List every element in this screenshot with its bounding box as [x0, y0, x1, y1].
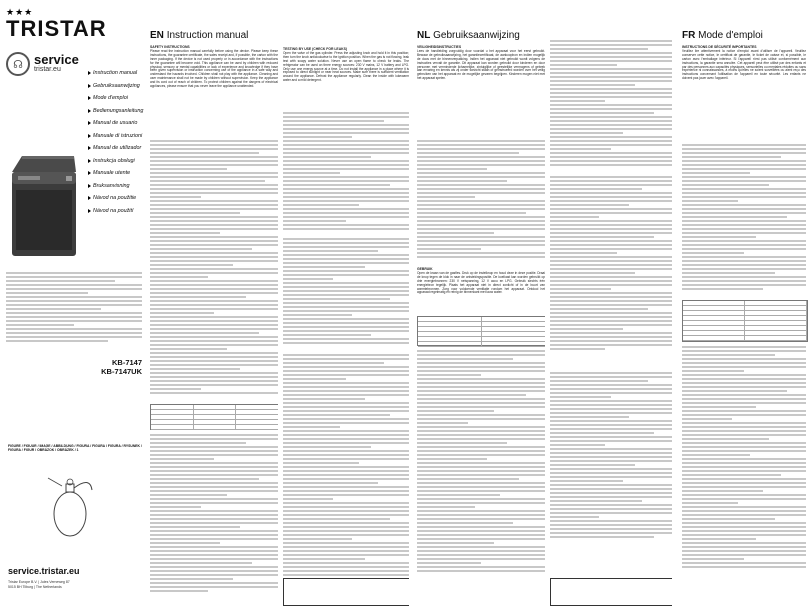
nl-spec-table [417, 316, 545, 346]
nl-safety-text: VEILIGHEIDSINSTRUCTIES Lees de handleiding zorgvuldig door voordat u het apparaat voor het eerst gebruikt. Bewaar de gebruiksaanwijzing, het garantiecertificaat, de aankoopbon en indien mogelijk de doos met de binnenverpakking. Indien het apparaat niet gebruikt wordt volgens de instructies vervalt de garantie. Dit apparaat kan worden gebruikt door kinderen en door personen met verminderde lichamelijke, zintuiglijke of geestelijke vermogens of gebrek aan ervaring en kennis als zij onder toezicht staan of geïnstrueerd worden over het veilig gebruiken van het apparaat en de mogelijke gevaren begrijpen. Kinderen mogen niet met het apparaat spelen. [417, 45, 545, 81]
manual-item: Instrukcja obsługi [88, 155, 144, 168]
brand-stars: ★★★ [6, 7, 34, 17]
en-section-title: EN Instruction manual [150, 30, 249, 41]
service-sub: tristar.eu [34, 66, 61, 73]
arrow-icon [88, 84, 91, 88]
en-column-1 [150, 0, 278, 610]
manual-item: Návod na použití [88, 205, 144, 218]
model-number: KB-7147UK [101, 367, 142, 376]
en-body-lines-2 [150, 434, 278, 604]
nl-column-2 [550, 0, 672, 610]
arrow-icon [88, 171, 91, 175]
service-label: service [34, 52, 79, 67]
cover-panel [0, 0, 144, 610]
nl-body-lines [417, 140, 545, 260]
manual-item: Bruksanvisning [88, 180, 144, 193]
gas-cylinder-figure [40, 470, 100, 540]
nl-body-lines-2 [417, 350, 545, 604]
brand-logo: TRISTAR [6, 16, 107, 41]
nl-section-title: NL Gebruiksaanwijzing [417, 30, 520, 41]
model-number: KB-7147 [111, 358, 142, 367]
en-body-lines-4 [283, 238, 409, 348]
arrow-icon [88, 159, 91, 163]
en-safety-text: SAFETY INSTRUCTIONS Please read the instruction manual carefully before using the device. Please keep these instructions, the guarantee certificate, the sales receipt and, if possible, the carton with the inner packaging. If the device is not used properly or in accordance with the instructions for the guarantee will become void. This appliance can be used by children with reduced physical, sensory or mental capabilities or lack of experience and knowledge if they have been given supervision or instruction concerning use of the appliance in a safe way and understand the hazards involved. Children shall not play with the appliance. Cleaning and user maintenance shall not be made by children without supervision. Keep the appliance and its cord out of reach of children. To protect children against the dangers of electrical appliances, please ensure that you never leave the appliance unattended. [150, 45, 278, 89]
en-body-lines-3 [283, 112, 409, 232]
fr-spec-table [682, 300, 808, 342]
nl-body-lines-3 [550, 40, 672, 170]
arrow-icon [88, 96, 91, 100]
website-link[interactable]: service.tristar.eu [8, 566, 80, 576]
company-address: Tristar Europe B.V. | Jules Verneweg 87 5015 BH Tilburg | The Netherlands [8, 580, 70, 589]
en-column-2 [283, 0, 409, 610]
fr-body-lines-2 [682, 346, 806, 604]
headset-icon: ☊ [6, 52, 30, 76]
en-body-lines-5 [283, 354, 409, 604]
manual-item: Manual de utilizador [88, 142, 144, 155]
fr-safety-text: INSTRUCTIONS DE SÉCURITÉ IMPORTANTES Veuillez lire attentivement la notice d'emploi avant d'utiliser de l'appareil. Veuillez conserver cette notice, le certificat de garantie, le ticket de caisse et, si possible, le carton avec l'emballage intérieur. Si l'appareil n'est pas utilisé conformément aux instructions, la garantie sera annulée. Cet appareil peut être utilisé par des enfants et par des personnes aux capacités physiques, sensorielles ou mentales réduites ou sans expérience ni connaissances, à moins qu'elles ne soient surveillées ou aient reçu des instructions concernant l'utilisation de l'appareil en toute sécurité. Les enfants ne doivent pas jouer avec l'appareil. [682, 45, 806, 81]
en-spec-table [150, 404, 278, 430]
arrow-icon [88, 121, 91, 125]
manual-item: Manual de usuario [88, 117, 144, 130]
nl-warning-box [550, 578, 672, 606]
arrow-icon [88, 109, 91, 113]
manual-item: Návod na použitie [88, 192, 144, 205]
arrow-icon [88, 146, 91, 150]
manual-item: Instruction manual [88, 67, 144, 80]
arrow-icon [88, 134, 91, 138]
nl-body-lines-4 [550, 176, 672, 366]
model-list [98, 358, 142, 376]
manual-item: Bedienungsanleitung [88, 105, 144, 118]
figure-caption: FIGURE / FIGUUR / IMAGE / ABBILDUNG / FIGURA / FIGURA / FIGURA / RYSUNEK / FIGURA / FIGUR / OBRÁZOK / OBRÁZEK / 1 [8, 444, 142, 452]
fr-section-title: FR Mode d'emploi [682, 30, 763, 41]
arrow-icon [88, 184, 91, 188]
fr-column [682, 0, 808, 610]
arrow-icon [88, 209, 91, 213]
manual-item: Manuale di istruzioni [88, 130, 144, 143]
cover-text-block [6, 272, 142, 352]
manual-item: Mode d'emploi [88, 92, 144, 105]
nl-usage-text: GEBRUIK Open de kraan van de gasfles. Druk op de instelknop en houd deze in deze positie. Draai de knop tegen de klok in naar de ontstekingspositie. De koelkast kan worden gebruikt op drie energiebronnen: 230 V netspanning, 12 V accu en LPG. Gebruik slechts één energiebron tegelijk. Plaats het apparaat niet in direct zonlicht of in de buurt van warmtebronnen. Zorg voor voldoende ventilatie rondom het apparaat. Ontdooi het apparaat regelmatig en reinig de binnenkant met lauw water. [417, 267, 545, 295]
nl-column-1 [417, 0, 545, 610]
fr-body-lines [682, 144, 806, 294]
figure-block [8, 444, 144, 452]
manual-item: Manuale utente [88, 167, 144, 180]
product-image [8, 150, 80, 260]
en-usage-text: TESTING BY USE (CHECK FOR LEAKS) Open the valve of the gas cylinder. Press the adjusting knob and hold it in this position; then turn the knob anticlockwise to the ignition position. When the gas is not flowing, leak test with soapy water solution. Never use an open flame to check for leaks. The refrigerator can be used on three energy sources: 230 V mains, 12 V battery and LPG. Only use one energy source at a time. Do not install the appliance in a place where it is exposed to direct sunlight or near heat sources. Make sure there is sufficient ventilation around the appliance. Defrost the appliance regularly. Clean the inside with lukewarm water and a mild detergent. [283, 47, 409, 83]
en-warning-box [283, 578, 409, 606]
arrow-icon [88, 196, 91, 200]
en-body-lines [150, 140, 278, 400]
manual-item: Gebruiksaanwijzing [88, 80, 144, 93]
arrow-icon [88, 71, 91, 75]
nl-body-lines-5 [550, 372, 672, 572]
manual-language-list [88, 67, 144, 217]
